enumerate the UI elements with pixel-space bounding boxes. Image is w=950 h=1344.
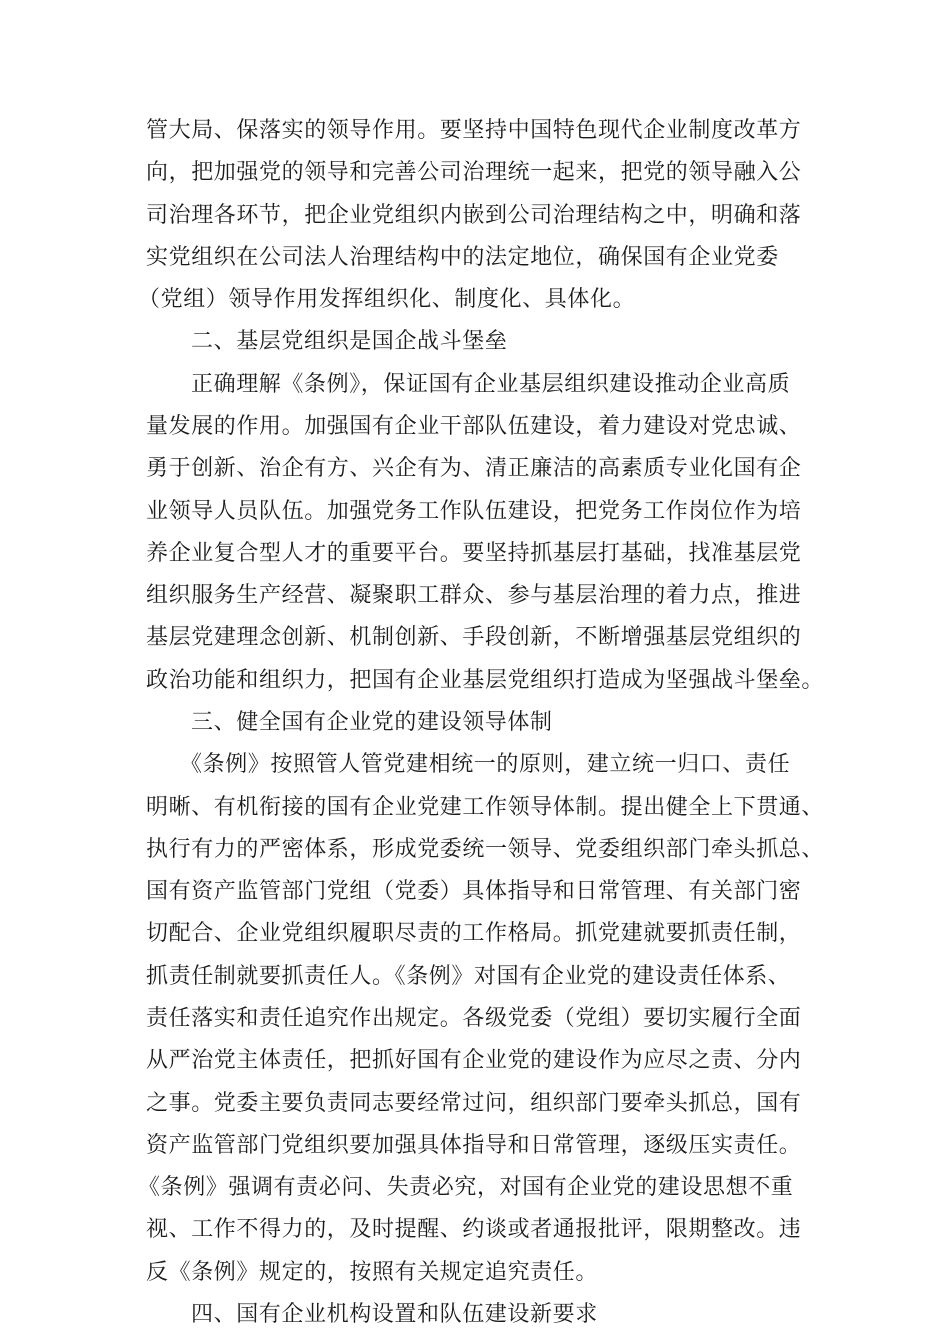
section-heading: 三、健全国有企业党的建设领导体制 [191,710,553,735]
section-heading: 四、国有企业机构设置和队伍建设新要求 [191,1302,598,1327]
body-text-line: 反《条例》规定的，按照有关规定追究责任。 [146,1260,599,1285]
body-text-line: 基层党建理念创新、机制创新、手段创新，不断增强基层党组织的 [146,625,802,650]
body-text-line: 司治理各环节，把企业党组织内嵌到公司治理结构之中，明确和落 [146,203,802,228]
body-text-line: 实党组织在公司法人治理结构中的法定地位，确保国有企业党委 [146,245,779,270]
body-text-line: 明晰、有机衔接的国有企业党建工作领导体制。提出健全上下贯通、 [146,795,825,820]
body-text-line: 向，把加强党的领导和完善公司治理统一起来，把党的领导融入公 [146,160,802,185]
body-text-line: （党组）领导作用发挥组织化、制度化、具体化。 [138,287,636,312]
body-text-line: 政治功能和组织力，把国有企业基层党组织打造成为坚强战斗堡垒。 [146,668,825,693]
body-text-line: 抓责任制就要抓责任人。《条例》对国有企业党的建设责任体系、 [146,964,791,989]
body-text-line: 管大局、保落实的领导作用。要坚持中国特色现代企业制度改革方 [146,118,802,143]
body-text-line: 业领导人员队伍。加强党务工作队伍建设，把党务工作岗位作为培 [146,499,802,524]
body-text-line: 资产监管部门党组织要加强具体指导和日常管理，逐级压实责任。 [146,1133,802,1158]
body-text-line: 组织服务生产经营、凝聚职工群众、参与基层治理的着力点，推进 [146,583,802,608]
body-text-line: 国有资产监管部门党组（党委）具体指导和日常管理、有关部门密 [146,879,802,904]
body-text-line: 之事。党委主要负责同志要经常过问，组织部门要牵头抓总，国有 [146,1091,802,1116]
body-text-line: 执行有力的严密体系，形成党委统一领导、党委组织部门牵头抓总、 [146,837,825,862]
body-text-line: 勇于创新、治企有方、兴企有为、清正廉洁的高素质专业化国有企 [146,456,802,481]
body-text-line: 切配合、企业党组织履职尽责的工作格局。抓党建就要抓责任制， [146,921,802,946]
section-heading: 二、基层党组织是国企战斗堡垒 [191,329,508,354]
body-text-line: 《条例》按照管人管党建相统一的原则，建立统一归口、责任 [180,752,791,777]
body-text-line: 从严治党主体责任，把抓好国有企业党的建设作为应尽之责、分内 [146,1048,802,1073]
body-text-line: 《条例》强调有责必问、失责必究，对国有企业党的建设思想不重 [138,1175,794,1200]
body-text-line: 量发展的作用。加强国有企业干部队伍建设，着力建设对党忠诚、 [146,414,802,439]
body-text-line: 正确理解《条例》，保证国有企业基层组织建设推动企业高质 [191,372,791,397]
body-text-line: 责任落实和责任追究作出规定。各级党委（党组）要切实履行全面 [146,1006,802,1031]
body-text-line: 养企业复合型人才的重要平台。要坚持抓基层打基础，找准基层党 [146,541,802,566]
body-text-line: 视、工作不得力的，及时提醒、约谈或者通报批评，限期整改。违 [146,1217,802,1242]
